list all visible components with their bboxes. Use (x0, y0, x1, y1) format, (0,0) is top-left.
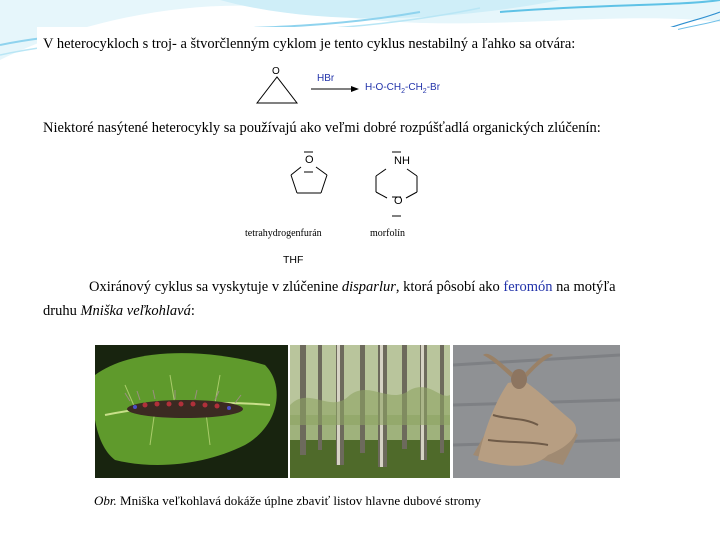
content-panel (37, 27, 678, 332)
moth-photo (453, 345, 620, 478)
photo-strip (82, 337, 638, 512)
thf-structure (287, 145, 337, 197)
paragraph-species: druhu Mniška veľkohlavá: (43, 303, 195, 319)
product-formula: $H-O-CH_2-CH_2-Br$ (365, 82, 441, 95)
thf-name: tetrahydrogenfurán (245, 228, 322, 239)
morpholine-nitrogen: NH (394, 155, 410, 167)
defoliated-forest-photo (290, 345, 450, 478)
oxirane-oxygen: O (272, 66, 280, 77)
morpholine-oxygen: O (394, 195, 403, 207)
thf-abbreviation: THF (283, 254, 304, 266)
thf-oxygen: O (305, 154, 314, 166)
photo-caption: Obr. Mniška veľkohlavá dokáže úplne zbaviť listov hlavne dubové stromy (94, 493, 482, 508)
caterpillar-photo (95, 345, 288, 478)
sentence-solvents: Niektoré nasýtené heterocykly sa používajú ako veľmi dobré rozpúšťadlá organických zlúčenín: (43, 120, 601, 136)
paragraph-disparlur: Oxiránový cyklus sa vyskytuje v zlúčenine disparlur, ktorá pôsobí ako feromón na motýľa (89, 279, 616, 295)
sentence-unstable-rings: V heterocykloch s troj- a štvorčlenným cyklom je tento cyklus nestabilný a ľahko sa otvára: (43, 36, 576, 52)
morpholine-name: morfolín (370, 228, 405, 239)
reagent-label: HBr (317, 73, 335, 84)
